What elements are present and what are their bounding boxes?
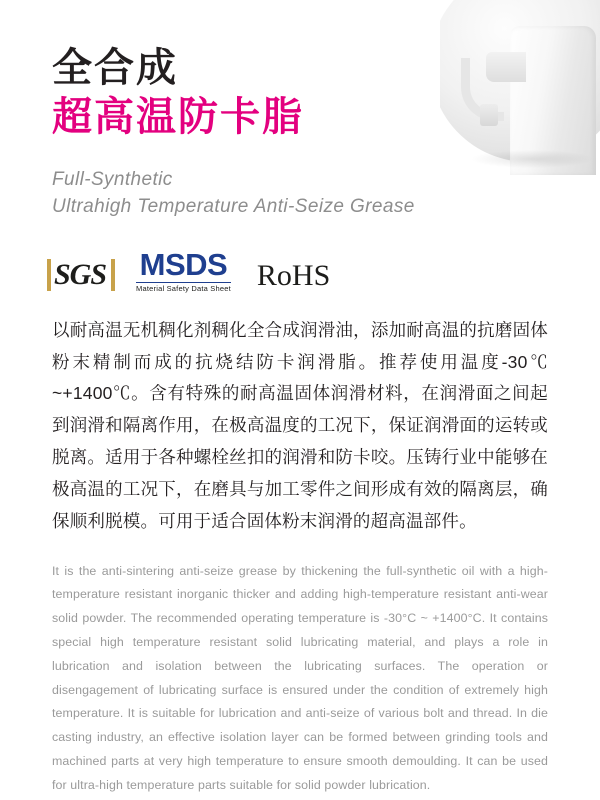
page-title-cn-secondary: 超高温防卡脂: [52, 94, 304, 139]
title-block: [52, 0, 548, 221]
msds-logo-sublabel: Material Safety Data Sheet: [136, 284, 231, 294]
rohs-logo: [257, 259, 330, 293]
description-english: It is the anti-sintering anti-seize grease by thickening the full-synthetic oil with a high-temperature resistant inorganic thicker and adding high-temperature resistant anti-wear solid powder. The recommended operating temperature is -30°C ~ +1400°C. It contains special high temperature resistant solid lubricating material, and plays a role in lubrication and isolation between the lubricating surfaces. The operation or disengagement of lubricating surface is ensured under the condition of extremely high temperature. It is suitable for lubrication and anti-seize of various bolt and thread. In die casting industry, an effective isolation layer can be formed between grinding tools and machined parts at very high temperature to ensure smooth demoulding. It can be used for ultra-high temperature parts suitable for solid powder lubrication.: [52, 563, 548, 792]
rohs-logo-label: RoHS: [256, 258, 331, 292]
sgs-logo: [52, 257, 110, 293]
sgs-logo-label: SGS: [54, 257, 107, 291]
msds-logo-label: MSDS: [139, 247, 228, 283]
page-subtitle-en-line1: Full-Synthetic: [52, 168, 173, 190]
page-subtitle-en: [52, 166, 548, 221]
description-chinese: 以耐高温无机稠化剂稠化全合成润滑油，添加耐高温的抗磨固体粉末精制而成的抗烧结防卡润滑脂。推荐使用温度-30℃ ~+1400℃。含有特殊的耐高温固体润滑材料，在润滑面之间起到润滑和隔离作用，在极高温度的工况下，保证润滑面的运转或脱离。适用于各种螺栓丝扣的润滑和防卡咬。压铸行业中能够在极高温的工况下，在磨具与加工零件之间形成有效的隔离层，确保顺利脱模。可用于适合固体粉末润滑的超高温部件。: [52, 319, 548, 531]
certification-logos: [52, 247, 548, 293]
sgs-bar-left-icon: [47, 259, 51, 291]
msds-logo: [136, 249, 231, 293]
page-subtitle-en-line2: Ultrahigh Temperature Anti-Seize Grease: [52, 196, 415, 218]
page-title-cn-primary: 全合成: [52, 46, 178, 90]
sgs-bar-right-icon: [111, 259, 115, 291]
